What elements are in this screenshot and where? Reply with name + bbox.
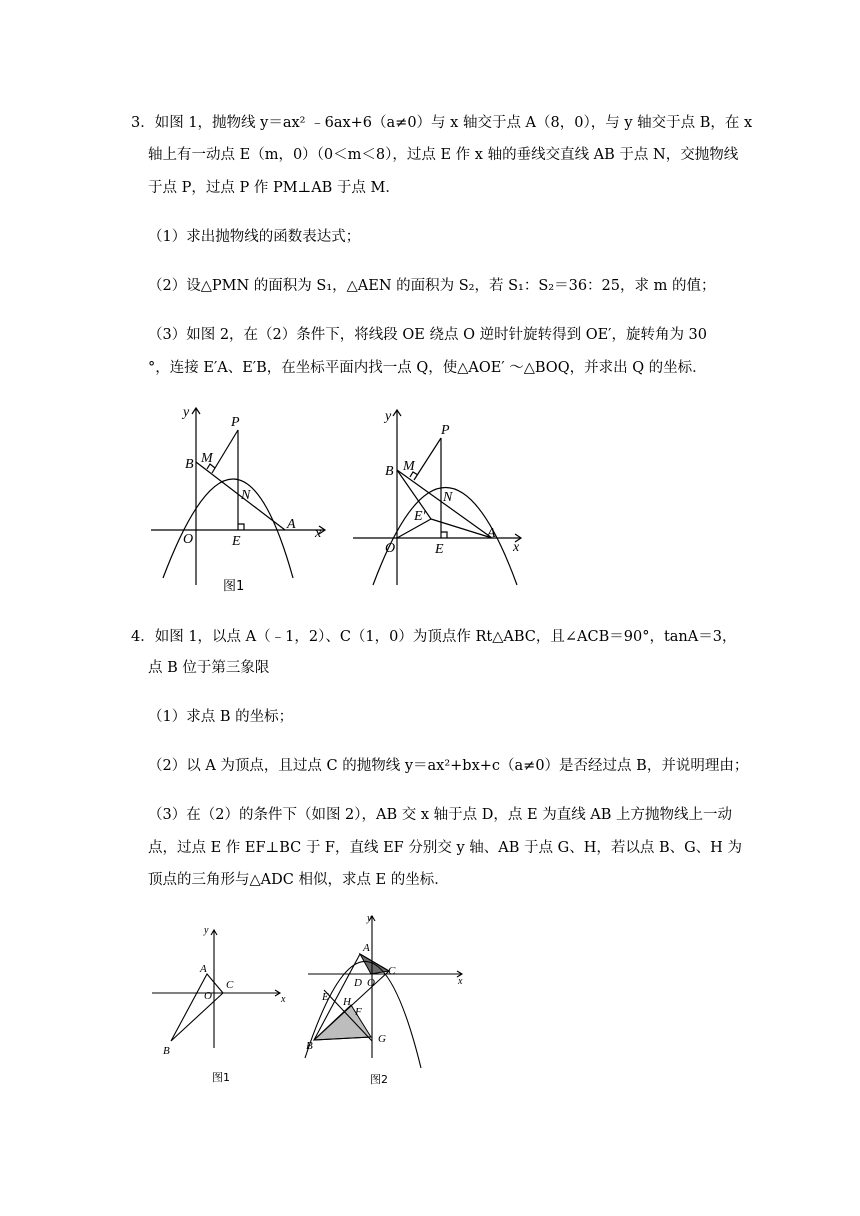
- q3-part-3-cont: °，连接 E′A、E′B，在坐标平面内找一点 Q，使△AOE′ ～△BOQ，并求出 Q 的坐标．: [148, 360, 707, 376]
- fig1-p-label: P: [231, 415, 240, 430]
- q3-line-1: 3．如图 1，抛物线 y＝ax² ﹣6ax+6（a≠0）与 x 轴交于点 A（8，0），与 y 轴交于点 B，在 x: [131, 115, 753, 131]
- fig2-y-label: y: [385, 409, 392, 424]
- q4-fig2-c-label: C: [388, 965, 396, 977]
- q4-part-3: （3）在（2）的条件下（如图 2），AB 交 x 轴于点 D，点 E 为直线 AB 上方抛物线上一动: [148, 807, 733, 823]
- q4-part-1: （1）求点 B 的坐标；: [148, 709, 294, 725]
- q4-fig1-c-label: C: [226, 979, 234, 991]
- q3-line-3: 于点 P，过点 P 作 PM⊥AB 于点 M．: [148, 180, 400, 196]
- q4-fig2-d-label: D: [354, 977, 362, 989]
- fig1-x-label: x: [315, 526, 322, 541]
- q4-fig2-f-label: F: [355, 1006, 362, 1018]
- fig1-caption: 图1: [223, 579, 245, 594]
- q4-fig2-x-label: x: [458, 976, 463, 987]
- q3-figure-1: [145, 400, 335, 595]
- q4-fig2-h-label: H: [343, 996, 351, 1008]
- fig2-n-label: N: [443, 490, 453, 505]
- q3-part-2: （2）设△PMN 的面积为 S₁，△AEN 的面积为 S₂，若 S₁：S₂＝36：25，求 m 的值；: [148, 278, 716, 294]
- fig2-a-label: A: [487, 526, 496, 541]
- fig2-eprime-label: E′: [414, 509, 426, 524]
- q4-fig1-x-label: x: [281, 994, 286, 1005]
- q4-fig2-caption: 图2: [370, 1073, 388, 1086]
- fig2-o-label: O: [385, 541, 396, 556]
- q4-fig2-a-label: A: [363, 942, 370, 954]
- q4-fig2-b-label: B: [306, 1040, 313, 1052]
- q4-line-1: 4．如图 1，以点 A（﹣1，2）、C（1，0）为顶点作 Rt△ABC，且∠ACB＝90°，tanA＝3，: [131, 629, 737, 645]
- fig1-e-label: E: [232, 534, 241, 549]
- q4-fig1-caption: 图1: [212, 1071, 230, 1084]
- q4-fig1-o-label: O: [204, 990, 212, 1002]
- fig1-y-label: y: [183, 405, 190, 420]
- fig1-a-label: A: [287, 517, 296, 532]
- fig2-x-label: x: [513, 540, 520, 555]
- fig1-b-label: B: [185, 457, 194, 472]
- fig2-e-label: E: [435, 542, 444, 557]
- q4-figure-1: [148, 918, 293, 1088]
- q4-part-2: （2）以 A 为顶点，且过点 C 的抛物线 y＝ax²+bx+c（a≠0）是否经过点 B，并说明理由；: [148, 758, 749, 774]
- q3-part-1: （1）求出抛物线的函数表达式；: [148, 229, 361, 245]
- q4-line-2: 点 B 位于第三象限: [148, 660, 270, 676]
- q4-fig2-g-label: G: [378, 1033, 386, 1045]
- q3-part-3: （3）如图 2，在（2）条件下，将线段 OE 绕点 O 逆时针旋转得到 OE′，旋转角为 30: [148, 327, 708, 343]
- q4-fig2-o-label: O: [367, 977, 375, 989]
- fig1-n-label: N: [241, 488, 251, 503]
- fig2-p-label: P: [441, 423, 450, 438]
- q4-fig1-a-label: A: [200, 963, 207, 975]
- q4-fig2-y-label: y: [367, 913, 372, 924]
- fig2-b-label: B: [385, 464, 394, 479]
- q3-figure-2: [345, 400, 535, 590]
- q4-part-3-cont-2: 顶点的三角形与△ADC 相似，求点 E 的坐标．: [148, 872, 449, 888]
- q4-fig1-y-label: y: [204, 925, 209, 936]
- fig1-m-label: M: [201, 451, 213, 466]
- q4-fig2-e-label: E: [322, 991, 329, 1003]
- q3-line-2: 轴上有一动点 E（m，0）（0＜m＜8），过点 E 作 x 轴的垂线交直线 AB 于点 N，交抛物线: [148, 147, 739, 163]
- q4-figure-2: [300, 908, 475, 1093]
- fig2-m-label: M: [403, 459, 415, 474]
- fig1-o-label: O: [183, 532, 194, 547]
- q4-part-3-cont-1: 点，过点 E 作 EF⊥BC 于 F，直线 EF 分别交 y 轴、AB 于点 G、H，若以点 B、G、H 为: [148, 840, 742, 856]
- q4-fig1-b-label: B: [163, 1045, 170, 1057]
